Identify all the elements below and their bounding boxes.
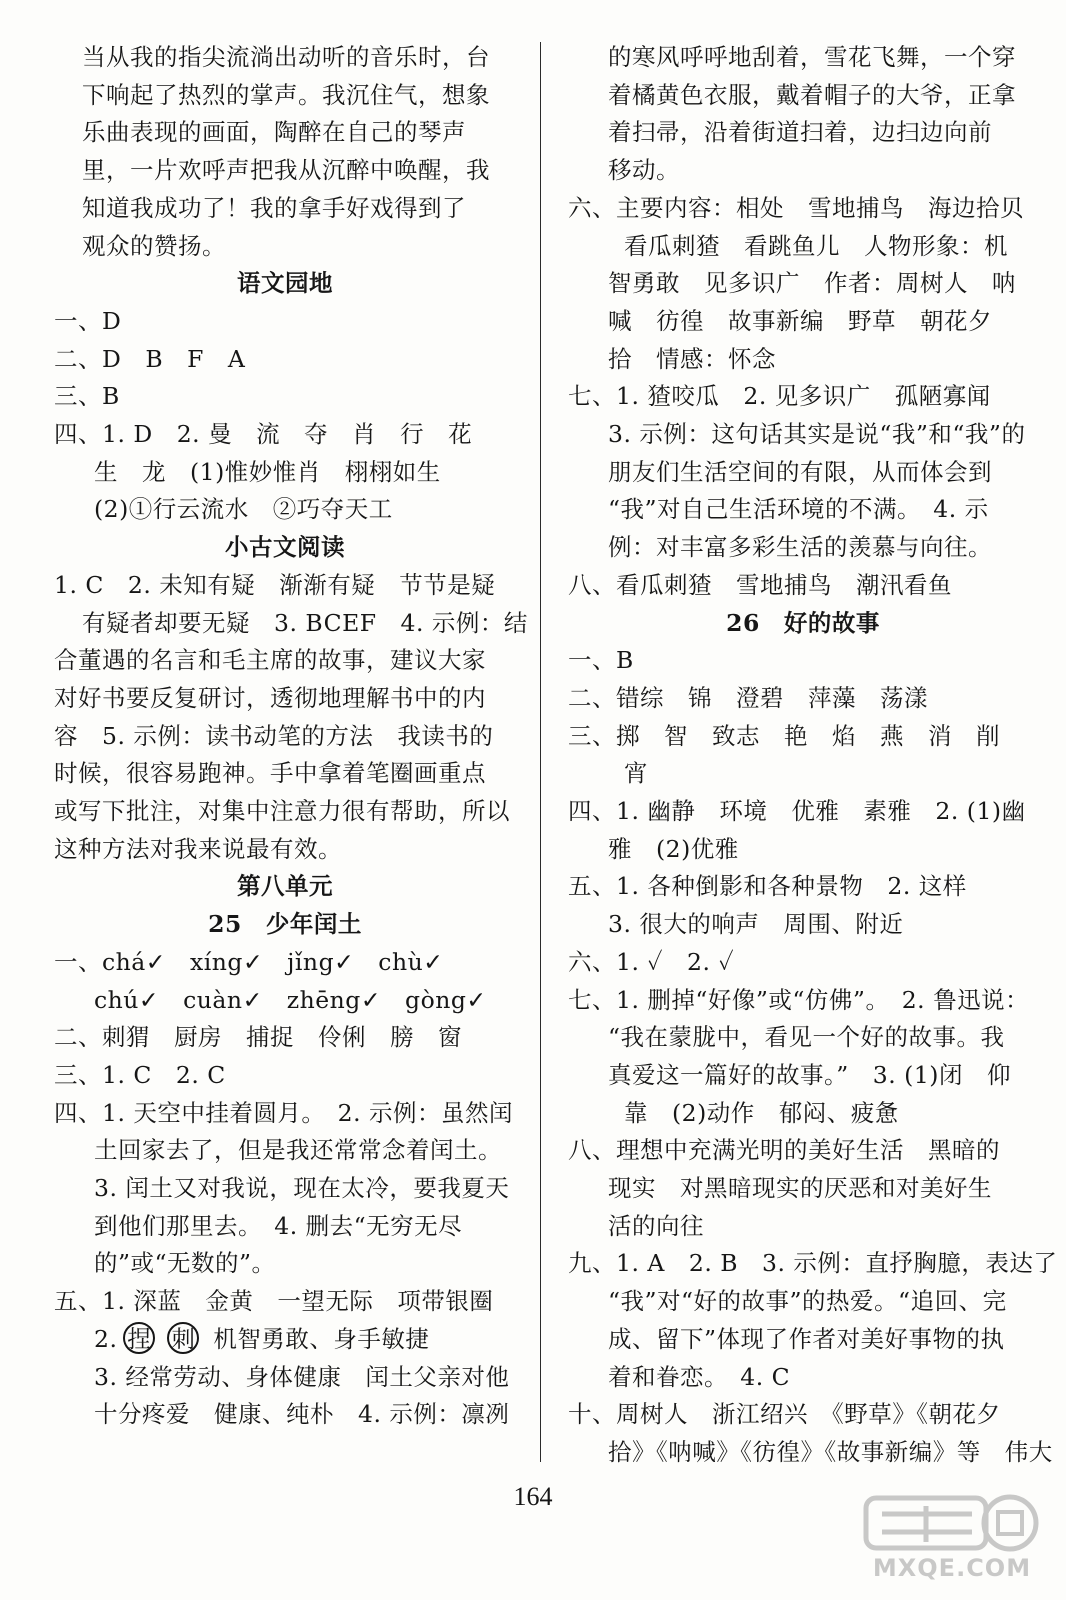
answer-line: 的寒风呼呼地刮着，雪花飞舞，一个穿 <box>608 43 1016 71</box>
answer-line: 一、chá✓ xíng✓ jǐng✓ chù✓ <box>54 947 444 976</box>
circled-character: 捏 <box>123 1322 155 1354</box>
answer-line: 十分疼爱 健康、纯朴 4. 示例：凛冽 <box>94 1400 510 1429</box>
answer-line: 三、1. C 2. C <box>54 1060 226 1089</box>
section-heading: 第八单元 <box>237 872 333 901</box>
answer-line <box>94 1320 429 1358</box>
answer-line: 朋友们生活空间的有限，从而体会到 <box>608 457 992 486</box>
answer-line: 有疑者却要无疑 3. BCEF 4. 示例：结 <box>82 608 528 637</box>
answer-line: 3. 闰土又对我说，现在太冷，要我夏天 <box>94 1174 510 1202</box>
answer-line: 一、B <box>568 646 634 675</box>
answer-line: “我”对自己生活环境的不满。 4. 示 <box>608 495 989 524</box>
answer-line: 着扫帚，沿着街道扫着，边扫边向前 <box>608 118 992 147</box>
answer-line: 或写下批注，对集中注意力很有帮助，所以 <box>54 797 510 825</box>
answer-line: 十、周树人 浙江绍兴 《野草》《朝花夕 <box>568 1400 1001 1429</box>
answer-line: 这种方法对我来说最有效。 <box>54 834 342 863</box>
answer-line: 九、1. A 2. B 3. 示例：直抒胸臆，表达了 <box>568 1249 1058 1278</box>
answer-line: 六、1. ✓ 2. ✓ <box>568 947 735 976</box>
answer-line: 拾》《呐喊》《彷徨》《故事新编》等 伟大 <box>608 1437 1053 1466</box>
answer-line: 靠 (2)动作 郁闷、疲惫 <box>624 1098 899 1127</box>
answer-line: 到他们那里去。 4. 删去“无穷无尽 <box>94 1211 463 1240</box>
column-divider <box>540 42 541 1462</box>
answer-line: 的”或“无数的”。 <box>94 1249 276 1278</box>
answer-line: 当从我的指尖流淌出动听的音乐时，台 <box>82 43 490 71</box>
answer-line: 二、D B F A <box>54 344 246 373</box>
watermark-text: MXQE.COM <box>872 1554 1032 1582</box>
answer-line: 喊 彷徨 故事新编 野草 朝花夕 <box>608 306 992 335</box>
answer-line: 3. 经常劳动、身体健康 闰土父亲对他 <box>94 1362 510 1391</box>
answer-line: 3. 示例：这句话其实是说“我”和“我”的 <box>608 420 1026 448</box>
answer-line: 一、D <box>54 306 122 335</box>
answer-line: 成、留下”体现了作者对美好事物的执 <box>608 1324 1005 1353</box>
answer-line: 里，一片欢呼声把我从沉醉中唤醒，我 <box>82 156 490 185</box>
answer-line: 三、掷 智 致志 艳 焰 燕 消 削 <box>568 721 1000 750</box>
answer-line: 活的向往 <box>608 1211 704 1240</box>
answer-line: 看瓜刺猹 看跳鱼儿 人物形象：机 <box>624 231 1008 260</box>
answer-line: (2)①行云流水 ②巧夺天工 <box>94 495 393 524</box>
answer-line: 下响起了热烈的掌声。我沉住气，想象 <box>82 80 490 109</box>
answer-text: 机智勇敢、身手敏捷 <box>213 1324 430 1353</box>
answer-line: “我在蒙胧中，看见一个好的故事。我 <box>608 1023 1005 1052</box>
answer-line: 拾 情感：怀念 <box>608 344 776 373</box>
answer-line: 三、B <box>54 382 120 411</box>
answer-line: 乐曲表现的画面，陶醉在自己的琴声 <box>82 118 466 147</box>
answer-line: 移动。 <box>608 156 680 185</box>
answer-line: 对好书要反复研讨，透彻地理解书中的内 <box>54 683 486 712</box>
answer-line: “我”对“好的故事”的热爱。“追回、完 <box>608 1287 1007 1316</box>
answer-line: 知道我成功了！我的拿手好戏得到了 <box>82 193 466 222</box>
watermark-logo <box>862 1492 1042 1588</box>
answer-line: 七、1. 删掉“好像”或“仿佛”。 2. 鲁迅说： <box>568 985 1030 1014</box>
answer-line: 雅 (2)优雅 <box>608 834 739 863</box>
answer-line: 土回家去了，但是我还常常念着闰土。 <box>94 1136 502 1165</box>
answer-line: 八、看瓜刺猹 雪地捕鸟 潮汛看鱼 <box>568 570 952 599</box>
section-heading: 26 好的故事 <box>726 608 880 637</box>
answer-line: 四、1. 幽静 环境 优雅 素雅 2. (1)幽 <box>568 797 1026 825</box>
answer-line: 智勇敢 见多识广 作者：周树人 呐 <box>608 269 1016 298</box>
answer-line: 宵 <box>624 759 648 788</box>
answer-line: 四、1. D 2. 曼 流 夺 肖 行 花 <box>54 420 473 448</box>
answer-line: chú✓ cuàn✓ zhēng✓ gòng✓ <box>94 985 487 1014</box>
section-heading: 语文园地 <box>237 269 333 298</box>
answer-line: 四、1. 天空中挂着圆月。 2. 示例：虽然闰 <box>54 1098 514 1127</box>
answer-line: 例：对丰富多彩生活的羡慕与向往。 <box>608 533 992 562</box>
answer-line: 时候，很容易跑神。手中拿着笔圈画重点 <box>54 759 486 788</box>
answer-line: 八、理想中充满光明的美好生活 黑暗的 <box>568 1136 1000 1165</box>
answer-line: 1. C 2. 未知有疑 渐渐有疑 节节是疑 <box>54 570 496 599</box>
page-number: 164 <box>513 1482 553 1511</box>
answer-line: 五、1. 各种倒影和各种景物 2. 这样 <box>568 872 967 901</box>
section-heading: 25 少年闰土 <box>208 910 362 939</box>
circled-character: 刺 <box>167 1322 199 1354</box>
answer-line: 着橘黄色衣服，戴着帽子的大爷，正拿 <box>608 80 1016 109</box>
answer-line: 合董遇的名言和毛主席的故事，建议大家 <box>54 646 486 675</box>
section-heading: 小古文阅读 <box>225 533 345 562</box>
watermark-seal-icon <box>862 1492 1042 1554</box>
item-number: 2. <box>94 1324 118 1353</box>
answer-line: 现实 对黑暗现实的厌恶和对美好生 <box>608 1174 992 1202</box>
answer-line: 五、1. 深蓝 金黄 一望无际 项带银圈 <box>54 1287 494 1316</box>
answer-line: 容 5. 示例：读书动笔的方法 我读书的 <box>54 721 494 750</box>
answer-line: 观众的赞扬。 <box>82 231 226 260</box>
answer-line: 六、主要内容：相处 雪地捕鸟 海边拾贝 <box>568 193 1024 222</box>
answer-line: 生 龙 (1)惟妙惟肖 栩栩如生 <box>94 457 441 486</box>
answer-line: 七、1. 猹咬瓜 2. 见多识广 孤陋寡闻 <box>568 382 991 411</box>
answer-line: 二、刺猬 厨房 捕捉 伶俐 膀 窗 <box>54 1023 462 1052</box>
answer-line: 真爱这一篇好的故事。” 3. (1)闭 仰 <box>608 1060 1011 1089</box>
answer-line: 着和眷恋。 4. C <box>608 1362 791 1391</box>
answer-line: 二、错综 锦 澄碧 萍藻 荡漾 <box>568 683 928 712</box>
answer-line: 3. 很大的响声 周围、附近 <box>608 910 904 939</box>
